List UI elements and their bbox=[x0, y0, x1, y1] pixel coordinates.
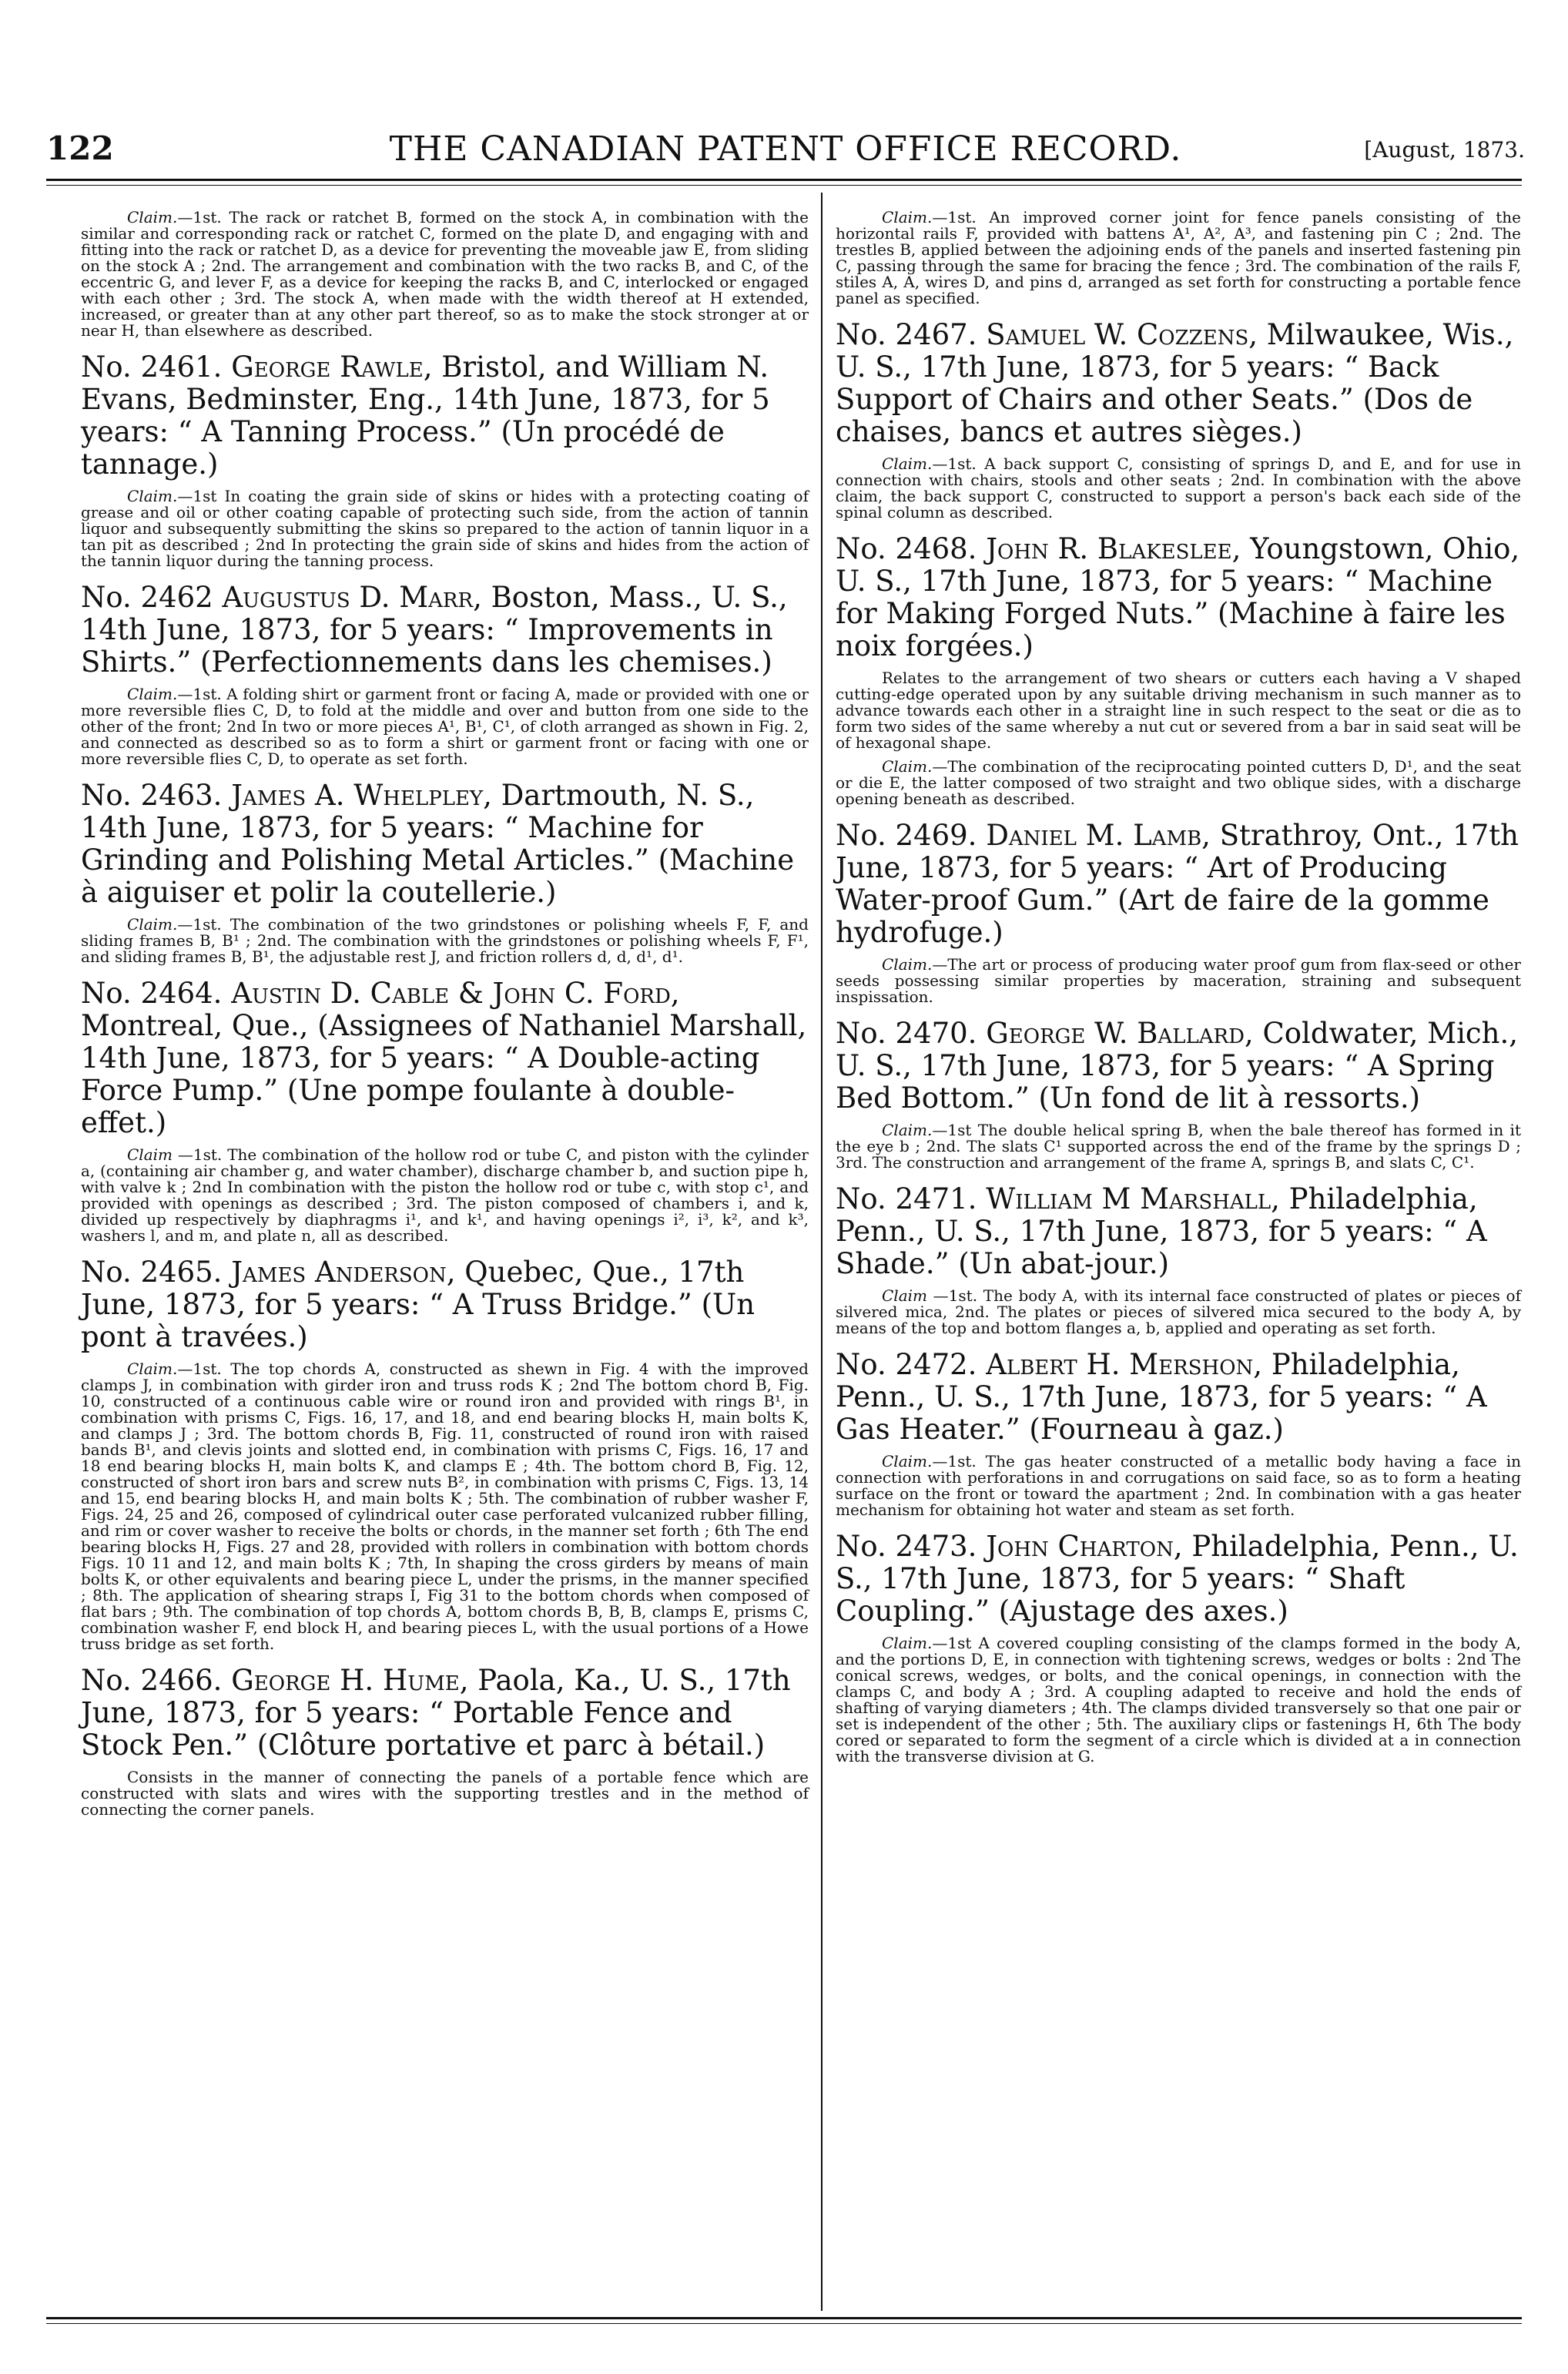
header-rule bbox=[46, 179, 1522, 181]
issue-date: [August, 1873. bbox=[1364, 137, 1525, 163]
patent-entry-heading bbox=[81, 780, 809, 909]
claim-paragraph bbox=[836, 1454, 1521, 1518]
claim-label: Claim. bbox=[882, 208, 933, 226]
page-header bbox=[46, 129, 1525, 176]
column-divider bbox=[821, 193, 823, 2311]
claim-text: —The combination of the reciprocating pointed cutters D, D¹, and the seat or die E, the latter composed of two straight and two oblique sides, with a discharge opening beneath as described. bbox=[836, 757, 1521, 808]
header-rule-thin bbox=[46, 185, 1522, 186]
patentee-name: Austin D. Cable & John C. Ford, bbox=[231, 977, 680, 1010]
claim-text: —1st. The gas heater constructed of a metallic body having a face in connection with perforations in and corrugations on said face, so as to form a heating surface on the front or toward the apartment ; 2nd. In combination with a gas heater mechanism for obtaining hot water and steam as set forth. bbox=[836, 1452, 1521, 1519]
claim-paragraph bbox=[81, 686, 809, 767]
patentee-name: John Charton, bbox=[986, 1530, 1183, 1563]
claim-label: Claim. bbox=[127, 915, 178, 934]
patent-entry-heading bbox=[836, 820, 1521, 949]
patentee-name: George Rawle, bbox=[231, 350, 433, 384]
claim-text: —1st. The rack or ratchet B, formed on the stock A, in combination with the similar and corresponding rack or ratchet C, formed on the plate D, and engaging with and fitting into the rack or ratchet D, as a device for preventing the moveable jaw E, from sliding on the stock A ; 2nd. The arrangement and combination with the two racks B, and C, of the eccentric G, and lever F, as a device for keeping the racks B, and C, interlocked or engaged with each other ; 3rd. The stock A, when made with the width thereof at H extended, increased, or greater than at any other part thereof, so as to make the stock stronger at or near H, than elsewhere as described. bbox=[81, 208, 809, 340]
patent-details: Dartmouth, N. S., 14th June, 1873, for 5 years: “ Machine for Grinding and Polishing Metal Articles.” (Machine à aiguiser et polir la coutellerie.) bbox=[81, 779, 795, 909]
claim-paragraph bbox=[836, 759, 1521, 807]
patent-details: Youngstown, Ohio, U. S., 17th June, 1873, for 5 years: “ Machine for Making Forged Nuts.” (Machine à faire les noix forgées.) bbox=[836, 532, 1520, 662]
patent-number: No. 2473. bbox=[836, 1530, 977, 1563]
claim-label: Claim bbox=[127, 1145, 173, 1164]
claim-text: —1st. The top chords A, constructed as shewn in Fig. 4 with the improved clamps J, in combination with girder iron and truss rods K ; 2nd The bottom chord B, Fig. 10, constructed of a continuous cable wire or round iron and provided with rings B¹, in combination with prisms C, Figs. 16, 17, and 18, and end bearing blocks H, main bolts K, and clamps J ; 3rd. The bottom chords B, Fig. 11, constructed of round iron with raised bands B¹, and clevis joints and slotted end, in combination with prisms C, Figs. 16, 17 and 18 end bearing blocks H, main bolts K, and clamps E ; 4th. The bottom chord B, Fig. 12, constructed of short iron bars and screw nuts B², in combination with prisms C, Figs. 13, 14 and 15, end bearing blocks H, and main bolts K ; 5th. The combination of rubber washer F, Figs. 24, 25 and 26, composed of cylindrical outer case perforated vulcanized rubber filling, and rim or cover washer to receive the bolts or chords, in the manner set forth ; 6th The end bearing blocks H, Figs. 27 and 28, provided with rollers in combination with bottom chords Figs. 10 11 and 12, and main bolts K ; 7th, In shaping the cross girders by means of main bolts K, or other equivalents and bearing piece L, under the prisms, in the manner specified ; 8th. The application of shearing straps I, Fig 31 to the bottom chords when composed of flat bars ; 9th. The combination of top chords A, bottom chords B, B, B, clamps E, prisms C, combination washer F, end block H, and bearing pieces L, with the usual portions of a Howe truss bridge as set forth. bbox=[81, 1360, 809, 1653]
patent-details: Milwaukee, Wis., U. S., 17th June, 1873, for 5 years: “ Back Support of Chairs and other Seats.” (Dos de chaises, bancs et autres sièges.) bbox=[836, 318, 1514, 448]
claim-label: Claim. bbox=[882, 1634, 933, 1652]
claim-text: —1st The double helical spring B, when the bale thereof has formed in it the eye b ; 2nd. The slats C¹ supported across the end of the frame by the springs D ; 3rd. The construction and arrangement of the frame A, springs B, and slats C, C¹. bbox=[836, 1121, 1521, 1172]
claim-paragraph bbox=[836, 957, 1521, 1005]
claim-paragraph bbox=[836, 1635, 1521, 1765]
patent-number: No. 2472. bbox=[836, 1348, 977, 1381]
patent-details: Quebec, Que., 17th June, 1873, for 5 years: “ A Truss Bridge.” (Un pont à travées.) bbox=[81, 1256, 756, 1353]
claim-label: Claim. bbox=[127, 487, 178, 505]
page-number: 122 bbox=[46, 129, 114, 167]
patentee-name: Augustus D. Marr, bbox=[222, 581, 482, 614]
right-column bbox=[836, 202, 1521, 1765]
left-column bbox=[81, 202, 809, 1818]
claim-text: —1st. The combination of the hollow rod or tube C, and piston with the cylinder a, (containing air chamber g, and water chamber), discharge chamber b, and suction pipe h, with valve k ; 2nd In combination with the piston the hollow rod or tube c, with stop c¹, and provided with openings as described ; 3rd. The piston composed of chambers i, and k, divided up respectively by diaphragms i¹, and k¹, and having openings i², i³, k², and k³, washers l, and m, and plate n, all as described. bbox=[81, 1145, 809, 1245]
patent-number: No. 2470. bbox=[836, 1017, 977, 1050]
claim-text: —The art or process of producing water proof gum from flax-seed or other seeds possessing similar properties by maceration, straining and subsequent inspissation. bbox=[836, 955, 1521, 1006]
patent-number: No. 2469. bbox=[836, 819, 977, 852]
patent-entry-heading bbox=[81, 582, 809, 679]
patent-details: Philadelphia, Penn., U. S., 17th June, 1873, for 5 years: “ A Gas Heater.” (Fourneau à gaz.) bbox=[836, 1348, 1487, 1446]
footer-rule-thin bbox=[46, 2323, 1522, 2324]
claim-label: Claim bbox=[882, 1286, 927, 1305]
claim-paragraph bbox=[81, 1361, 809, 1652]
claim-paragraph bbox=[836, 1122, 1521, 1171]
claim-paragraph bbox=[836, 456, 1521, 521]
patent-number: No. 2461. bbox=[81, 350, 223, 384]
claim-label: Claim. bbox=[882, 1121, 933, 1139]
claim-text: —1st A covered coupling consisting of the clamps formed in the body A, and the portions D, E, in connection with tightening screws, wedges or bolts : 2nd The conical screws, wedges, or bolts, and the conical openings, in connection with the clamps C, and body A ; 3rd. A coupling adapted to receive and hold the ends of shafting of varying diameters ; 4th. The clamps divided transversely so that one pair or set is independent of the other ; 5th. The auxiliary clips or fastenings H, 6th The body cored or separated to form the segment of a circle which is divided at a in connection with the transverse division at G. bbox=[836, 1634, 1521, 1765]
patent-number: No. 2463. bbox=[81, 779, 223, 812]
patentee-name: William M Marshall, bbox=[986, 1182, 1280, 1216]
claim-label: Claim. bbox=[127, 208, 178, 226]
patent-details: Strathroy, Ont., 17th June, 1873, for 5 years: “ Art of Producing Water-proof Gum.” (Art de faire de la gomme hydrofuge.) bbox=[836, 819, 1519, 949]
claim-paragraph bbox=[836, 1288, 1521, 1336]
patent-details: Montreal, Que., (Assignees of Nathaniel Marshall, 14th June, 1873, for 5 years: “ A Double-acting Force Pump.” (Une pompe foulante à double-effet.) bbox=[81, 1009, 807, 1139]
patent-entry-heading bbox=[81, 1665, 809, 1762]
claim-text: —1st. The body A, with its internal face constructed of plates or pieces of silvered mica, 2nd. The plates or pieces of silvered mica secured to the body A, by means of the top and bottom flanges a, b, applied and operating as set forth. bbox=[836, 1286, 1521, 1337]
patentee-name: Daniel M. Lamb, bbox=[986, 819, 1211, 852]
patent-entry-heading bbox=[836, 1349, 1521, 1446]
claim-text: —1st. A folding shirt or garment front or facing A, made or provided with one or more reversible flies C, D, to fold at the middle and over and button from one side to the other of the front; 2nd In two or more pieces A¹, B¹, C¹, of cloth arranged as shown in Fig. 2, and connected as described so as to form a shirt or garment front or facing with one or more reversible flies C, D, to operate as set forth. bbox=[81, 685, 809, 768]
patent-number: No. 2462 bbox=[81, 581, 213, 614]
patent-entry-heading bbox=[836, 1183, 1521, 1280]
patent-details: Boston, Mass., U. S., 14th June, 1873, for 5 years: “ Improvements in Shirts.” (Perfectionnements dans les chemises.) bbox=[81, 581, 788, 679]
patent-details: Paola, Ka., U. S., 17th June, 1873, for 5 years: “ Portable Fence and Stock Pen.” (Clôture portative et parc à bétail.) bbox=[81, 1664, 791, 1762]
patent-entry-heading bbox=[81, 1256, 809, 1353]
claim-label: Claim. bbox=[127, 1360, 178, 1378]
patentee-name: Samuel W. Cozzens, bbox=[986, 318, 1258, 351]
footer-rule bbox=[46, 2317, 1522, 2319]
patent-entry-heading bbox=[836, 319, 1521, 448]
claim-label: Claim. bbox=[882, 1452, 933, 1470]
claim-paragraph bbox=[81, 488, 809, 569]
patent-entry-heading bbox=[81, 977, 809, 1139]
patent-number: No. 2471. bbox=[836, 1182, 977, 1216]
patent-details: Philadelphia, Penn., U. S., 17th June, 1873, for 5 years: “ A Shade.” (Un abat-jour.) bbox=[836, 1182, 1487, 1280]
page-title: THE CANADIAN PATENT OFFICE RECORD. bbox=[389, 129, 1182, 169]
claim-text: Relates to the arrangement of two shears or cutters each having a V shaped cutting-edge operated upon by any suitable driving mechanism in such manner as to advance towards each other in a straight line in such respect to the seat or die as to form two sides of the same whereby a nut cut or severed from a bar in said seat will be of hexagonal shape. bbox=[836, 669, 1521, 752]
claim-paragraph bbox=[81, 1769, 809, 1818]
patentee-name: George H. Hume, bbox=[231, 1664, 469, 1697]
patent-entry-heading bbox=[836, 1531, 1521, 1628]
claim-text: Consists in the manner of connecting the panels of a portable fence which are constructed with slats and wires with the supporting trestles and in the method of connecting the corner panels. bbox=[81, 1768, 809, 1819]
claim-paragraph bbox=[836, 210, 1521, 307]
patentee-name: James Anderson, bbox=[231, 1256, 456, 1289]
patent-number: No. 2465. bbox=[81, 1256, 223, 1289]
claim-text: —1st. The combination of the two grindstones or polishing wheels F, F, and sliding frames B, B¹ ; 2nd. The combination with the grindstones or polishing wheels F, F¹, and sliding frames B, B¹, the adjustable rest J, and friction rollers d, d, d¹, d¹. bbox=[81, 915, 809, 966]
claim-text: —1st. An improved corner joint for fence panels consisting of the horizontal rails F, provided with battens A¹, A², A³, and fastening pin C ; 2nd. The trestles B, applied between the adjoining ends of the panels and inserted fastening pin C, passing through the same for bracing the fence ; 3rd. The combination of the rails F, stiles A, A, wires D, and pins d, arranged as set forth for constructing a portable fence panel as specified. bbox=[836, 208, 1521, 307]
claim-paragraph bbox=[81, 1147, 809, 1244]
patent-entry-heading bbox=[836, 533, 1521, 662]
claim-paragraph bbox=[81, 917, 809, 965]
patentee-name: James A. Whelpley, bbox=[231, 779, 492, 812]
claim-label: Claim. bbox=[882, 454, 933, 473]
patentee-name: John R. Blakeslee, bbox=[986, 532, 1241, 565]
claim-text: —1st In coating the grain side of skins or hides with a protecting coating of grease and oil or other coating capable of protecting such side, from the action of tannin liquor and subsequently submitting the skins so prepared to the action of tannin liquor in a tan pit as described ; 2nd In protecting the grain side of skins and hides from the action of the tannin liquor during the tanning process. bbox=[81, 487, 809, 570]
claim-paragraph bbox=[836, 670, 1521, 751]
patent-details: Bristol, and William N. Evans, Bedminster, Eng., 14th June, 1873, for 5 years: “ A Tanning Process.” (Un procédé de tannage.) bbox=[81, 350, 770, 481]
patentee-name: George W. Ballard, bbox=[986, 1017, 1254, 1050]
claim-text: —1st. A back support C, consisting of springs D, and E, and for use in connection with chairs, stools and other seats ; 2nd. In combination with the above claim, the back support C, constructed to support a person's back each side of the spinal column as described. bbox=[836, 454, 1521, 521]
patent-entry-heading bbox=[836, 1018, 1521, 1115]
patent-number: No. 2467. bbox=[836, 318, 977, 351]
patent-details: Philadelphia, Penn., U. S., 17th June, 1873, for 5 years: “ Shaft Coupling.” (Ajustage des axes.) bbox=[836, 1530, 1519, 1628]
patent-number: No. 2464. bbox=[81, 977, 223, 1010]
claim-label: Claim. bbox=[882, 955, 933, 974]
patent-entry-heading bbox=[81, 351, 809, 481]
claim-paragraph bbox=[81, 210, 809, 339]
patent-number: No. 2468. bbox=[836, 532, 977, 565]
patent-details: Coldwater, Mich., U. S., 17th June, 1873, for 5 years: “ A Spring Bed Bottom.” (Un fond de lit à ressorts.) bbox=[836, 1017, 1519, 1115]
patent-number: No. 2466. bbox=[81, 1664, 223, 1697]
patentee-name: Albert H. Mershon, bbox=[986, 1348, 1263, 1381]
claim-label: Claim. bbox=[882, 757, 933, 776]
claim-label: Claim. bbox=[127, 685, 178, 703]
